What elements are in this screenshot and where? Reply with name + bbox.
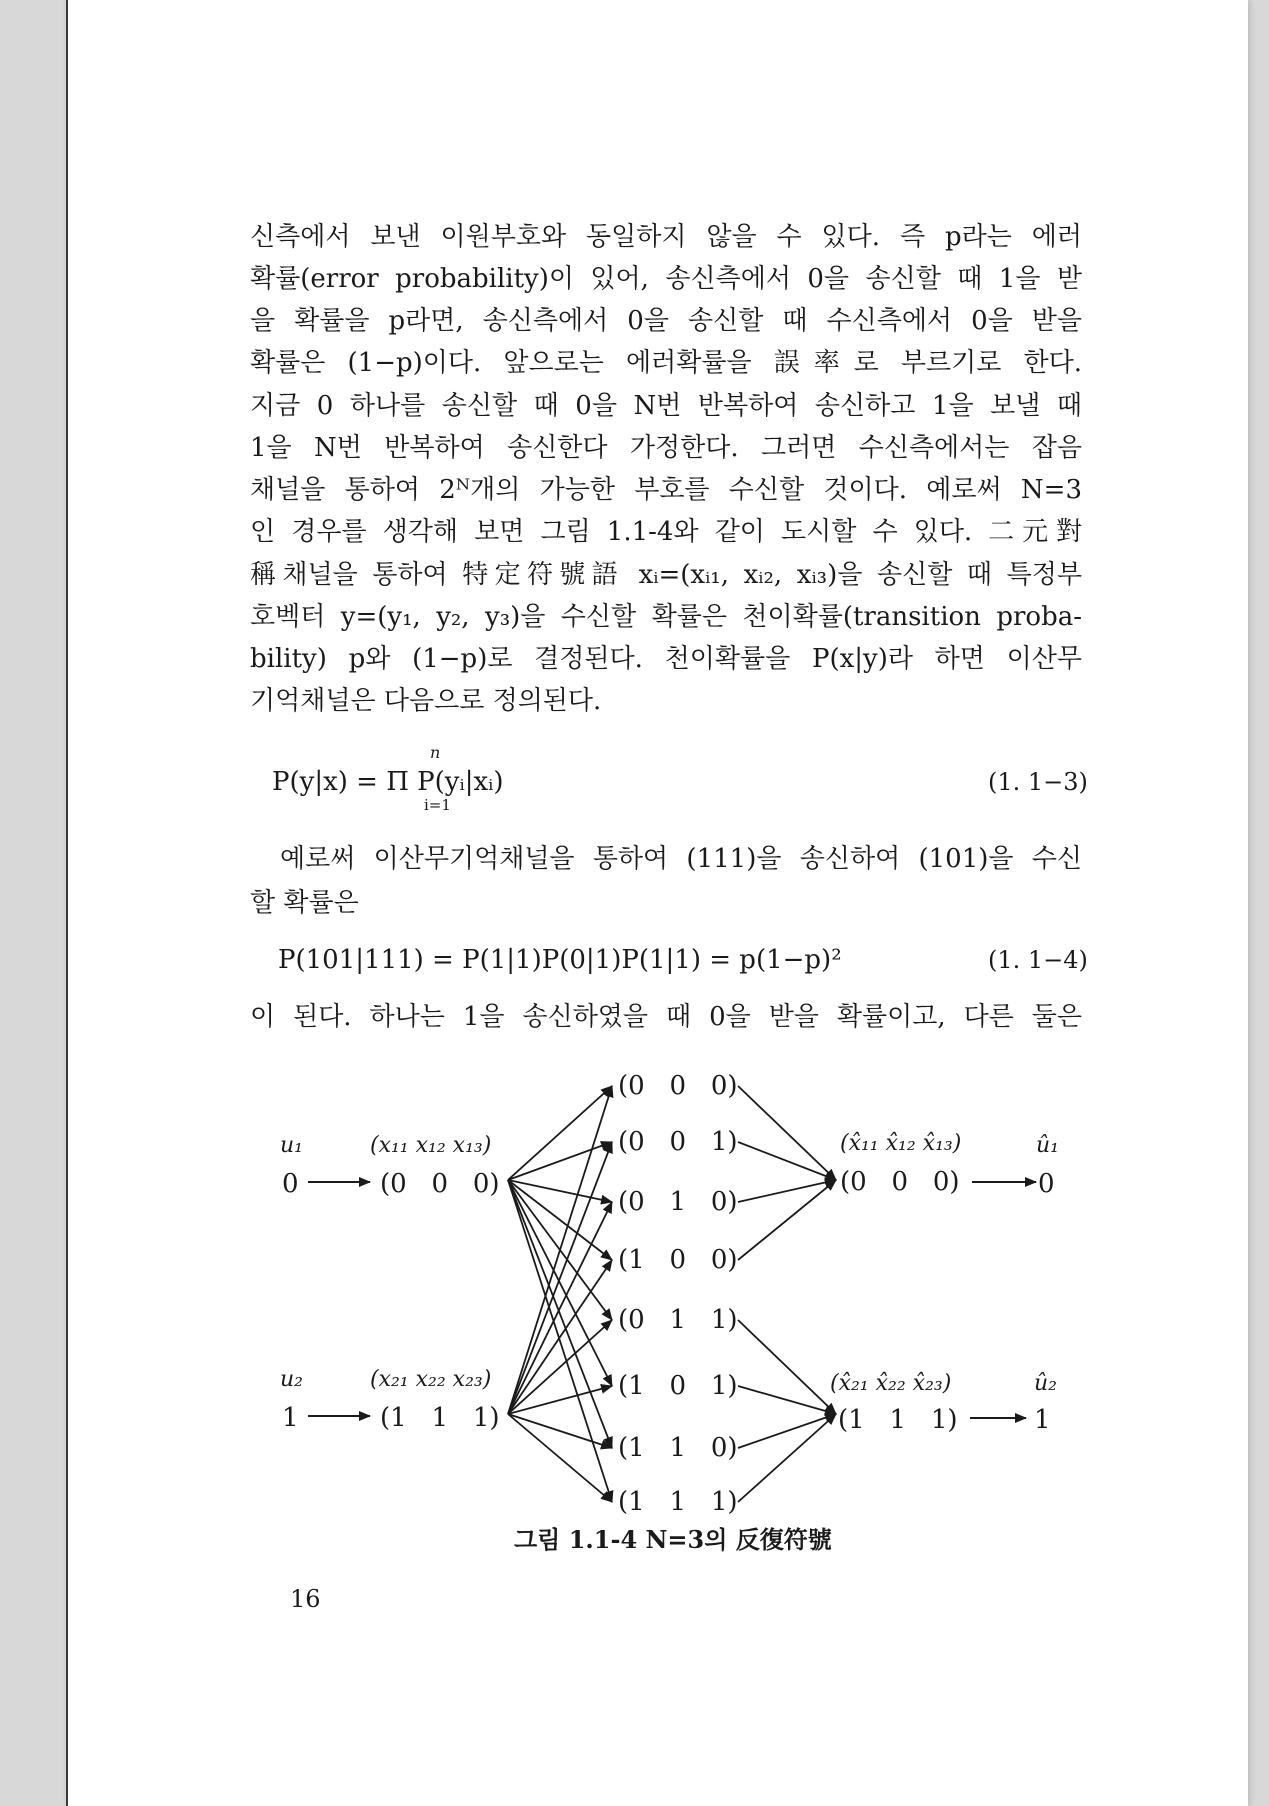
transition-arrow bbox=[508, 1202, 612, 1414]
transition-arrow bbox=[508, 1414, 612, 1448]
received-word: (0 0 0) bbox=[618, 1071, 738, 1101]
text-line: 할 확률은 bbox=[250, 888, 359, 918]
received-word: (0 1 0) bbox=[618, 1187, 738, 1217]
codeword-label: (x₁₁ x₁₂ x₁₃) bbox=[370, 1133, 492, 1158]
text-line: 1을 N번 반복하여 송신한다 가정한다. 그러면 수신측에서는 잡음 bbox=[250, 433, 1082, 463]
output-label: û₂ bbox=[1034, 1371, 1057, 1396]
received-word: (1 1 1) bbox=[618, 1487, 738, 1517]
transition-arrow bbox=[508, 1414, 612, 1502]
text-line: 확률은 (1−p)이다. 앞으로는 에러확률을 誤率로 부르기로 한다. bbox=[250, 348, 1082, 378]
product-lower-limit: i=1 bbox=[424, 796, 451, 814]
text-line: bility) p와 (1−p)로 결정된다. 천이확률을 P(x|y)라 하면 이산무 bbox=[250, 644, 1082, 674]
decision-arrow bbox=[738, 1142, 836, 1180]
page-number: 16 bbox=[290, 1585, 321, 1613]
decoded-label: (x̂₂₁ x̂₂₂ x̂₂₃) bbox=[830, 1371, 952, 1396]
text-line: 을 확률을 p라면, 송신측에서 0을 송신할 때 수신측에서 0을 받을 bbox=[250, 306, 1082, 336]
equation-number: (1. 1−3) bbox=[988, 768, 1088, 796]
received-word: (1 0 1) bbox=[618, 1371, 738, 1401]
transition-arrow bbox=[508, 1180, 612, 1502]
received-word: (1 0 0) bbox=[618, 1245, 738, 1275]
decoded-label: (x̂₁₁ x̂₁₂ x̂₁₃) bbox=[840, 1131, 962, 1156]
decision-arrow bbox=[738, 1414, 836, 1448]
product-upper-limit: n bbox=[430, 743, 441, 762]
input-value: 1 bbox=[282, 1403, 299, 1433]
output-value: 0 bbox=[1038, 1169, 1055, 1199]
text-line: 신측에서 보낸 이원부호와 동일하지 않을 수 있다. 즉 p라는 에러 bbox=[250, 222, 1082, 252]
codeword-value: (0 0 0) bbox=[380, 1169, 500, 1199]
input-label: u₁ bbox=[280, 1133, 303, 1158]
decoded-value: (1 1 1) bbox=[838, 1405, 958, 1435]
equation-1-1-4: P(101|111) = P(1|1)P(0|1)P(1|1) = p(1−p)² bbox=[278, 945, 842, 975]
text-line: 기억채널은 다음으로 정의된다. bbox=[250, 686, 602, 716]
figure-caption: 그림 1.1-4 N=3의 反復符號 bbox=[514, 1525, 832, 1554]
output-label: û₁ bbox=[1036, 1133, 1059, 1158]
received-word: (1 1 0) bbox=[618, 1433, 738, 1463]
text-line: 인 경우를 생각해 보면 그림 1.1-4와 같이 도시할 수 있다. 二元對 bbox=[250, 517, 1082, 547]
text-line: 지금 0 하나를 송신할 때 0을 N번 반복하여 송신하고 1을 보낼 때 bbox=[250, 391, 1082, 421]
decision-arrow bbox=[738, 1414, 836, 1502]
decoding-arrows bbox=[738, 1086, 836, 1502]
text-line: 확률(error probability)이 있어, 송신측에서 0을 송신할 때 1을 받 bbox=[250, 264, 1082, 294]
received-words bbox=[618, 1071, 738, 1517]
equation-number: (1. 1−4) bbox=[988, 946, 1088, 974]
input-label: u₂ bbox=[280, 1367, 303, 1392]
decoded-value: (0 0 0) bbox=[840, 1167, 960, 1197]
text-line: 예로써 이산무기억채널을 통하여 (111)을 송신하여 (101)을 수신 bbox=[280, 844, 1082, 874]
text-line: 호벡터 y=(y₁, y₂, y₃)을 수신할 확률은 천이확률(transition proba- bbox=[250, 602, 1082, 632]
text-line: 稱채널을 통하여 特定符號語 xᵢ=(xᵢ₁, xᵢ₂, xᵢ₃)을 송신할 때 특정부 bbox=[250, 560, 1082, 590]
decision-arrow bbox=[738, 1180, 836, 1260]
received-word: (0 1 1) bbox=[618, 1305, 738, 1335]
received-word: (0 0 1) bbox=[618, 1127, 738, 1157]
codeword-value: (1 1 1) bbox=[380, 1403, 500, 1433]
decision-arrow bbox=[738, 1086, 836, 1180]
equation-text: P(y|x) = Π P(yᵢ|xᵢ) bbox=[272, 767, 504, 797]
text-line: 이 된다. 하나는 1을 송신하였을 때 0을 받을 확률이고, 다른 둘은 bbox=[250, 1002, 1082, 1032]
input-value: 0 bbox=[282, 1169, 299, 1199]
codeword-label: (x₂₁ x₂₂ x₂₃) bbox=[370, 1367, 492, 1392]
transition-arrow bbox=[508, 1142, 612, 1180]
transition-arrow bbox=[508, 1086, 612, 1414]
output-value: 1 bbox=[1034, 1405, 1051, 1435]
text-line: 채널을 통하여 2ᴺ개의 가능한 부호를 수신할 것이다. 예로써 N=3 bbox=[250, 475, 1082, 505]
channel-transition-arrows bbox=[508, 1086, 612, 1502]
